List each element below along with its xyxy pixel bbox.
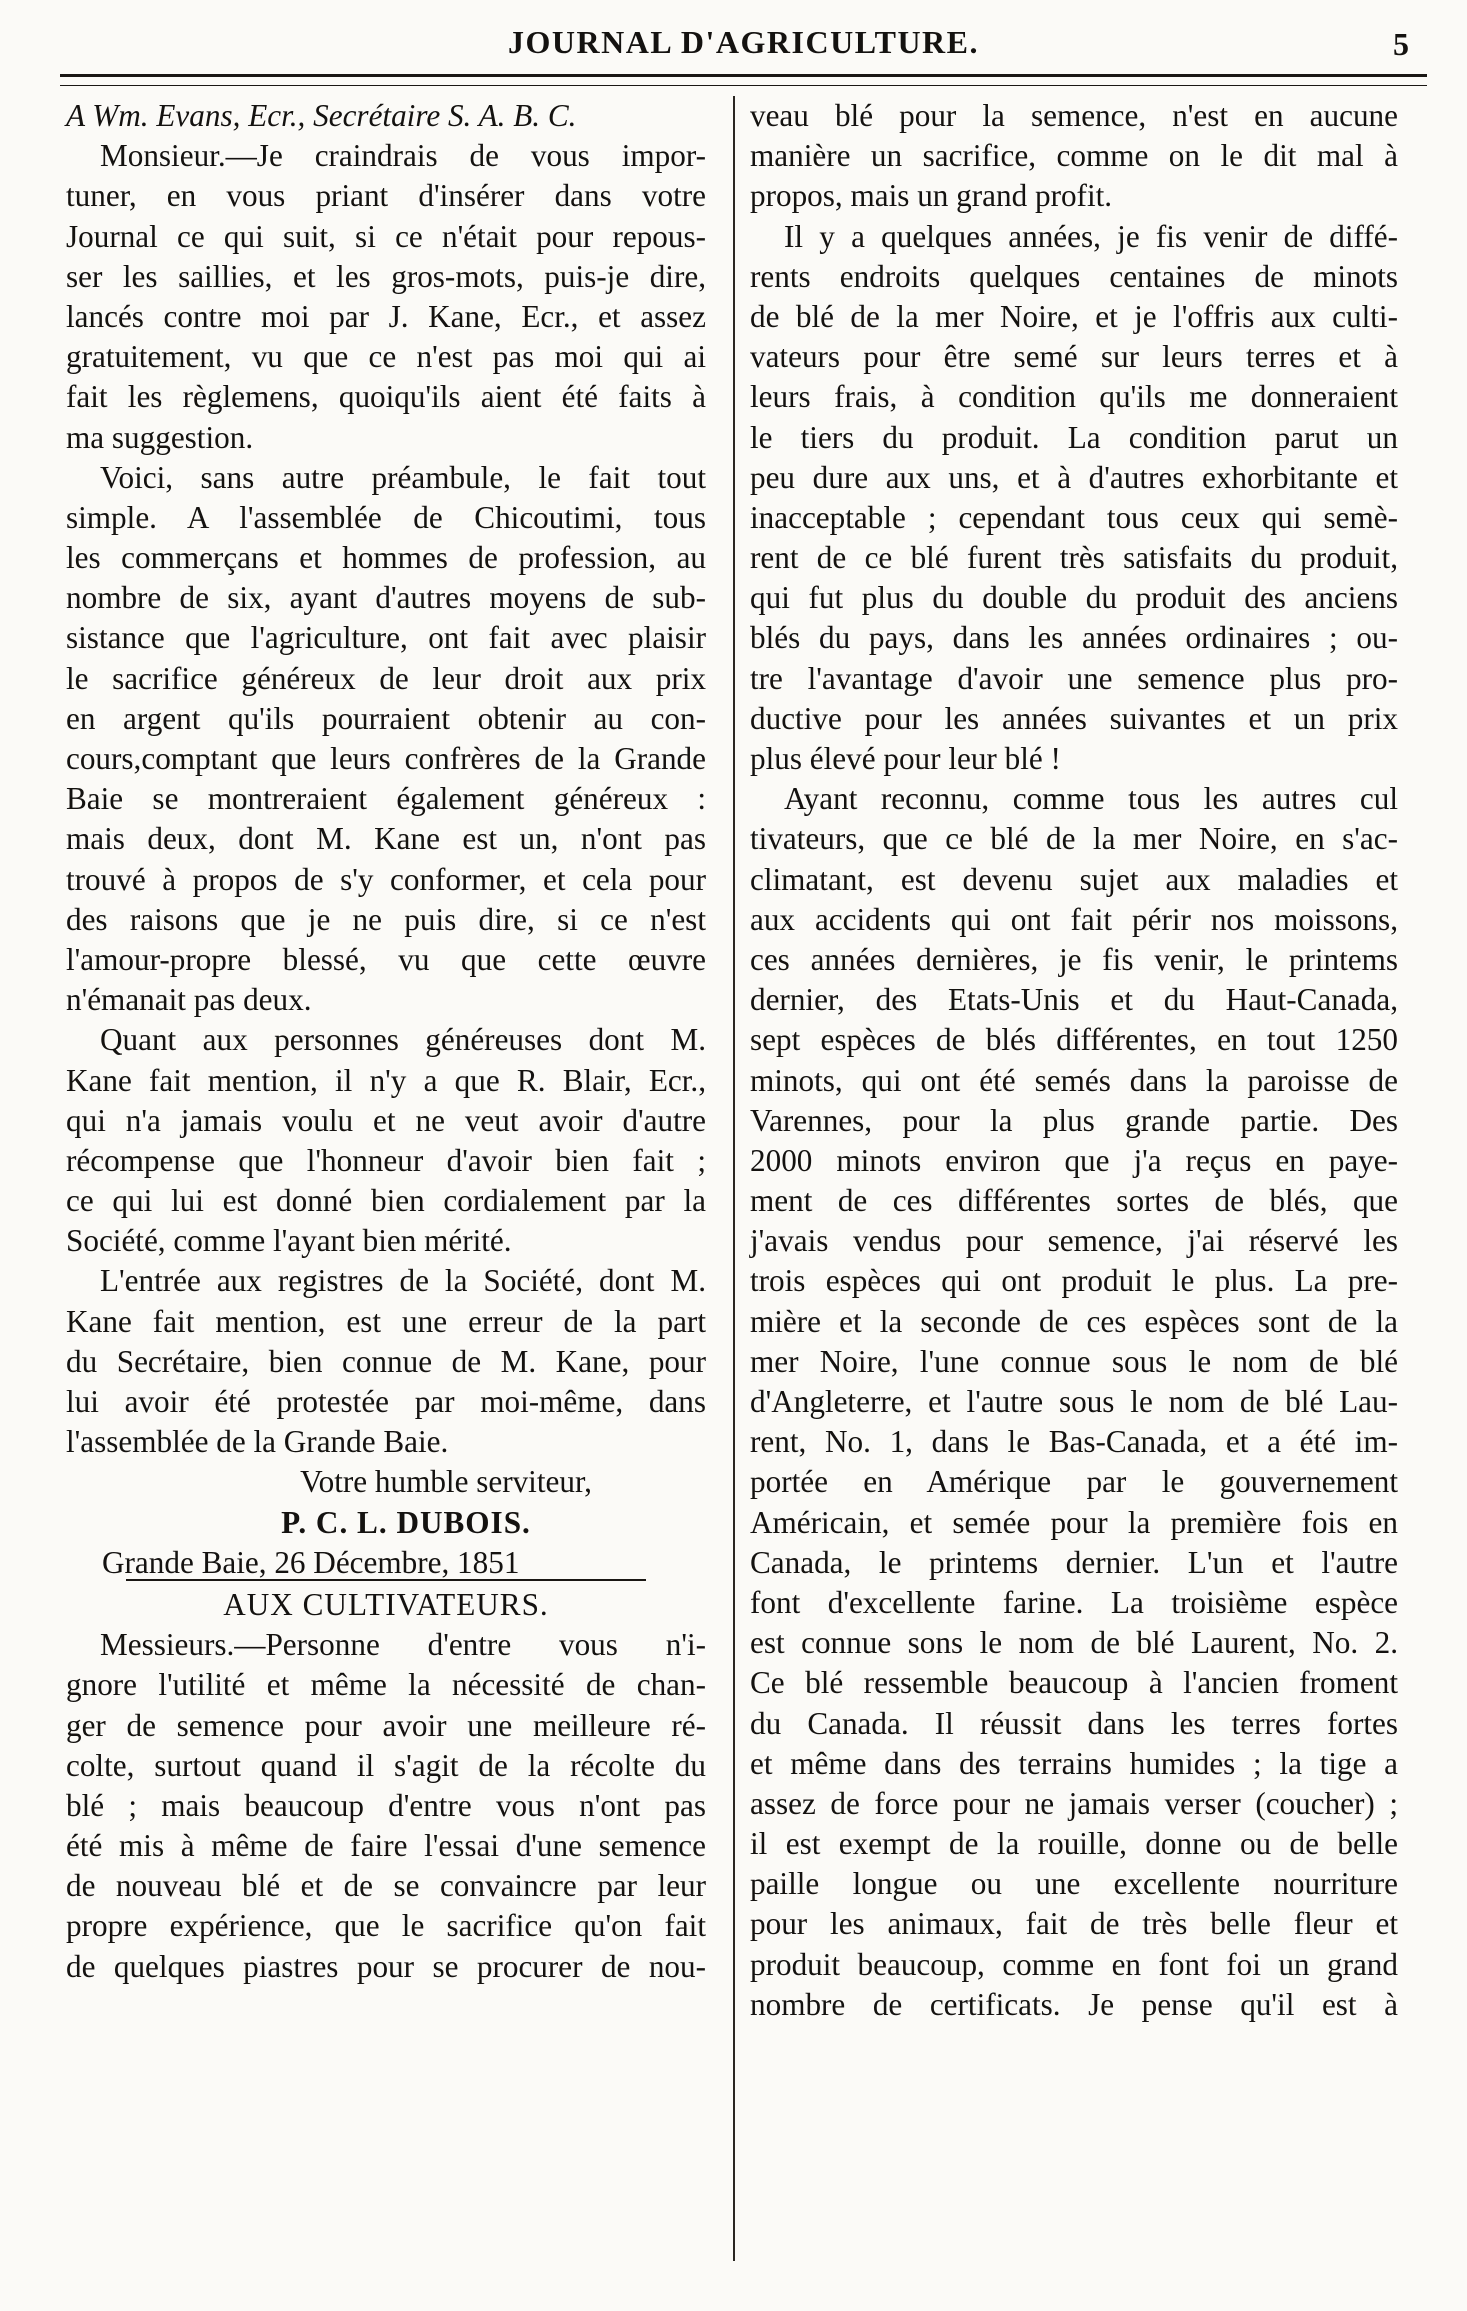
letter-paragraph-1	[66, 136, 706, 458]
text-line: colte, surtout quand il s'agit de la récolte du	[66, 1747, 706, 1783]
running-title: JOURNAL D'AGRICULTURE.	[508, 24, 979, 60]
text-line: mer Noire, l'une connue sous le nom de blé	[750, 1343, 1398, 1379]
text-line: gratuitement, vu que ce n'est pas moi qui ai	[66, 339, 706, 375]
text-line: n'émanait pas deux.	[66, 982, 312, 1018]
text-line: plus élevé pour leur blé !	[750, 741, 1061, 776]
text-line: ger de semence pour avoir une meilleure ré-	[66, 1707, 706, 1743]
text-line: qui n'a jamais voulu et ne veut avoir d'autre	[66, 1102, 706, 1138]
column-divider	[733, 96, 735, 2261]
text-line: Américain, et semée pour la première fois en	[750, 1504, 1398, 1540]
letter-closing: Votre humble serviteur,	[300, 1464, 592, 1500]
text-line: Baie se montreraient également généreux :	[66, 781, 706, 817]
text-line: minots, qui ont été semés dans la paroisse de	[750, 1062, 1398, 1098]
text-line: L'entrée aux registres de la Société, dont M.	[100, 1263, 706, 1299]
text-line: simple. A l'assemblée de Chicoutimi, tous	[66, 499, 706, 535]
text-line: est connue sons le nom de blé Laurent, No. 2.	[750, 1625, 1398, 1661]
left-column	[66, 96, 706, 1987]
letter-signature: P. C. L. DUBOIS.	[281, 1504, 531, 1540]
text-line: mais deux, dont M. Kane est un, n'ont pas	[66, 821, 706, 857]
text-line: veau blé pour la semence, n'est en aucune	[750, 98, 1398, 133]
text-line: Kane fait mention, est une erreur de la part	[66, 1303, 706, 1339]
text-line: Société, comme l'ayant bien mérité.	[66, 1223, 512, 1259]
letter-paragraph-4	[66, 1261, 706, 1462]
letter-paragraph-2	[66, 458, 706, 1021]
text-line: nombre de certificats. Je pense qu'il est à	[750, 1986, 1398, 2022]
text-line: ser les saillies, et les gros-mots, puis-je dire,	[66, 258, 706, 294]
text-line: pour les animaux, fait de très belle fleur et	[750, 1906, 1398, 1942]
text-line: 2000 minots environ que j'a reçus en paye-	[750, 1142, 1398, 1178]
text-line: des raisons que je ne puis dire, si ce n'est	[66, 901, 706, 937]
text-line: rent, No. 1, dans le Bas-Canada, et a été im-	[750, 1424, 1398, 1460]
text-line: fait les règlemens, quoiqu'ils aient été faits à	[66, 379, 706, 415]
text-line: leurs frais, à condition qu'ils me donneraient	[750, 379, 1398, 415]
text-line: sistance que l'agriculture, ont fait avec plaisir	[66, 620, 706, 656]
text-line: en argent qu'ils pourraient obtenir au con-	[66, 700, 706, 736]
text-line: le tiers du produit. La condition parut un	[750, 419, 1398, 455]
text-line: aux accidents qui ont fait périr nos moissons,	[750, 901, 1398, 937]
text-line: récompense que l'honneur d'avoir bien fait ;	[66, 1142, 706, 1178]
text-line: Messieurs.—Personne d'entre vous n'i-	[100, 1627, 706, 1663]
text-line: cours,comptant que leurs confrères de la Grande	[66, 741, 706, 776]
article-paragraph-1-continued	[750, 96, 1398, 217]
text-line: Ce blé ressemble beaucoup à l'ancien froment	[750, 1665, 1398, 1701]
text-line: qui fut plus du double du produit des anciens	[750, 580, 1398, 616]
text-line: tuner, en vous priant d'insérer dans votre	[66, 178, 706, 214]
text-line: gnore l'utilité et même la nécessité de chan-	[66, 1667, 706, 1703]
text-line: ces années dernières, je fis venir, le printems	[750, 941, 1398, 977]
text-line: rent de ce blé furent très satisfaits du produit,	[750, 540, 1398, 576]
article-paragraph-3	[750, 779, 1398, 2025]
text-line: les commerçans et hommes de profession, au	[66, 540, 706, 576]
text-line: il est exempt de la rouille, donne ou de belle	[750, 1826, 1398, 1862]
text-line: tivateurs, que ce blé de la mer Noire, en s'ac-	[750, 821, 1398, 857]
running-head	[60, 22, 1427, 66]
page-number: 5	[1393, 26, 1409, 62]
article-paragraph-1	[66, 1625, 706, 1987]
text-line: climatant, est devenu sujet aux maladies et	[750, 861, 1398, 897]
text-line: lui avoir été protestée par moi-même, dans	[66, 1384, 706, 1419]
text-line: Ayant reconnu, comme tous les autres cul	[784, 781, 1398, 817]
article-paragraph-2	[750, 217, 1398, 780]
text-line: tre l'avantage d'avoir une semence plus pro-	[750, 660, 1398, 696]
text-line: le sacrifice généreux de leur droit aux prix	[66, 660, 706, 696]
text-line: inacceptable ; cependant tous ceux qui semè-	[750, 499, 1398, 535]
text-line: de nouveau blé et de se convaincre par leur	[66, 1868, 706, 1904]
header-double-rule	[60, 74, 1427, 86]
text-line: de quelques piastres pour se procurer de nou-	[66, 1948, 706, 1984]
text-line: manière un sacrifice, comme on le dit mal à	[750, 138, 1398, 174]
letter-place-date: Grande Baie, 26 Décembre, 1851	[102, 1544, 520, 1580]
text-line: blé ; mais beaucoup d'entre vous n'ont pas	[66, 1787, 706, 1823]
text-line: produit beaucoup, comme en font foi un grand	[750, 1946, 1398, 1982]
text-line: assez de force pour ne jamais verser (coucher) ;	[750, 1785, 1398, 1821]
text-line: trois espèces qui ont produit le plus. La pre-	[750, 1263, 1398, 1299]
letter-addressee: A Wm. Evans, Ecr., Secrétaire S. A. B. C.	[66, 98, 577, 133]
text-line: Monsieur.—Je craindrais de vous impor-	[100, 138, 706, 174]
text-line: l'assemblée de la Grande Baie.	[66, 1424, 449, 1460]
text-line: Kane fait mention, il n'y a que R. Blair, Ecr.,	[66, 1062, 706, 1098]
text-line: mière et la seconde de ces espèces sont de la	[750, 1303, 1398, 1339]
text-line: ment de ces différentes sortes de blés, que	[750, 1183, 1398, 1219]
letter-paragraph-3	[66, 1020, 706, 1261]
text-line: du Secrétaire, bien connue de M. Kane, pour	[66, 1343, 706, 1379]
text-line: et même dans des terrains humides ; la tige a	[750, 1745, 1398, 1781]
text-line: été mis à même de faire l'essai d'une semence	[66, 1828, 706, 1864]
text-line: ma suggestion.	[66, 419, 254, 455]
text-line: lancés contre moi par J. Kane, Ecr., et assez	[66, 298, 706, 334]
text-line: Quant aux personnes généreuses dont M.	[100, 1022, 706, 1058]
text-line: trouvé à propos de s'y conformer, et cela pour	[66, 861, 706, 897]
section-rule	[126, 1579, 646, 1581]
text-line: ductive pour les années suivantes et un prix	[750, 700, 1398, 736]
text-line: font d'excellente farine. La troisième espèce	[750, 1584, 1398, 1620]
text-line: ce qui lui est donné bien cordialement par la	[66, 1183, 706, 1219]
text-line: j'avais vendus pour semence, j'ai réservé les	[750, 1223, 1398, 1259]
text-line: du Canada. Il réussit dans les terres fortes	[750, 1705, 1398, 1741]
text-line: sept espèces de blés différentes, en tout 1250	[750, 1022, 1398, 1058]
text-line: rents endroits quelques centaines de minots	[750, 258, 1398, 294]
text-line: propos, mais un grand profit.	[750, 178, 1113, 214]
right-column	[750, 96, 1398, 2025]
text-line: dernier, des Etats-Unis et du Haut-Canada,	[750, 982, 1398, 1018]
text-line: Journal ce qui suit, si ce n'était pour repous-	[66, 218, 706, 254]
text-line: peu dure aux uns, et à d'autres exhorbitante et	[750, 459, 1398, 495]
text-line: nombre de six, ayant d'autres moyens de sub-	[66, 580, 706, 616]
article-title: AUX CULTIVATEURS.	[223, 1586, 549, 1622]
text-line: Voici, sans autre préambule, le fait tout	[100, 459, 706, 495]
text-line: de blé de la mer Noire, et je l'offris aux culti-	[750, 298, 1398, 334]
text-line: vateurs pour être semé sur leurs terres et à	[750, 339, 1398, 375]
text-line: propre expérience, que le sacrifice qu'on fait	[66, 1908, 706, 1944]
text-line: Canada, le printems dernier. L'un et l'autre	[750, 1544, 1398, 1580]
text-line: l'amour-propre blessé, vu que cette œuvre	[66, 941, 706, 977]
text-line: blés du pays, dans les années ordinaires ; ou-	[750, 620, 1398, 656]
text-line: portée en Amérique par le gouvernement	[750, 1464, 1398, 1500]
text-line: Varennes, pour la plus grande partie. Des	[750, 1102, 1398, 1138]
text-line: d'Angleterre, et l'autre sous le nom de blé Lau-	[750, 1384, 1398, 1419]
text-line: Il y a quelques années, je fis venir de diffé-	[784, 218, 1398, 254]
text-line: paille longue ou une excellente nourriture	[750, 1866, 1398, 1902]
